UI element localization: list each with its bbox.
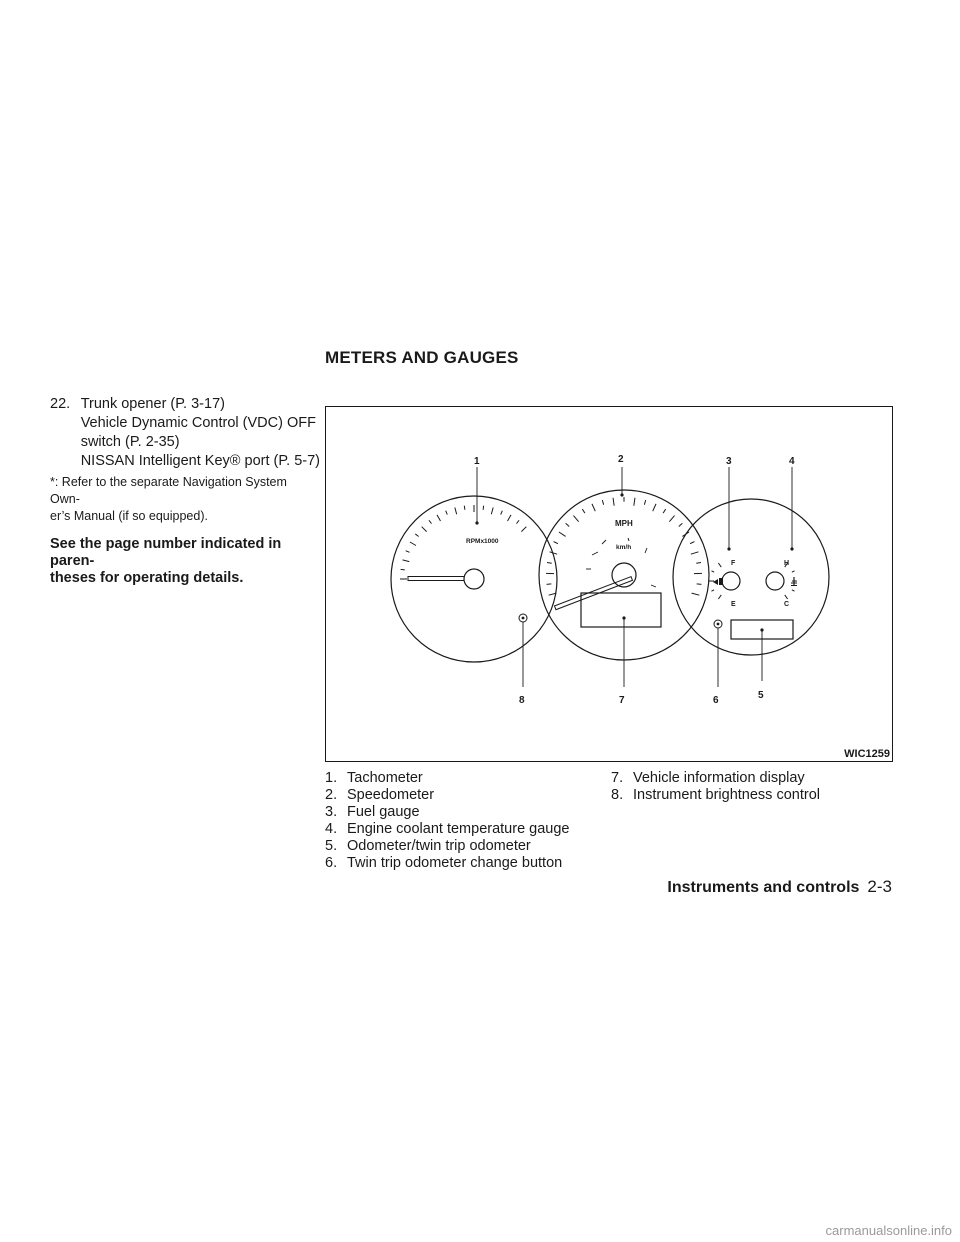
tachometer-tick bbox=[501, 511, 503, 515]
tachometer-tick bbox=[491, 508, 493, 515]
fuel-temp-dial bbox=[673, 499, 829, 655]
speedometer-tick bbox=[634, 498, 635, 506]
fuel-full-label: F bbox=[731, 560, 736, 567]
legend-item: 2. Speedometer bbox=[325, 787, 435, 803]
legend-item: 8. Instrument brightness control bbox=[611, 787, 820, 803]
fuel-empty-label: E bbox=[731, 601, 736, 608]
speedometer-sub-unit: km/h bbox=[616, 544, 632, 551]
speedometer-tick bbox=[613, 498, 614, 506]
temp-hot-label: H bbox=[784, 560, 790, 567]
tachometer-tick bbox=[508, 515, 512, 521]
temp-gauge-tick bbox=[792, 571, 795, 572]
speedometer-tick bbox=[582, 509, 585, 513]
callout-7: 7 bbox=[619, 695, 625, 706]
page-footer bbox=[667, 877, 892, 897]
tachometer-tick bbox=[516, 520, 519, 523]
watermark: carmanualsonline.info bbox=[825, 1223, 952, 1238]
vehicle-information-display bbox=[581, 593, 661, 627]
legend-item: 4. Engine coolant temperature gauge bbox=[325, 821, 570, 837]
fuel-gauge-tick bbox=[711, 590, 714, 591]
callout-4: 4 bbox=[789, 456, 795, 467]
speedometer-tick bbox=[559, 532, 566, 536]
item-line: Vehicle Dynamic Control (VDC) OFF bbox=[80, 415, 316, 431]
speedometer-tick bbox=[691, 552, 699, 554]
speedometer-tick bbox=[602, 500, 603, 505]
callout-5: 5 bbox=[758, 690, 764, 701]
note-line: theses for operating details. bbox=[50, 570, 244, 586]
tachometer-tick bbox=[406, 551, 410, 553]
footnote-line: *: Refer to the separate Navigation System Own- bbox=[50, 475, 287, 506]
tachometer-tick bbox=[401, 569, 405, 570]
tachometer-tick bbox=[464, 506, 465, 510]
tachometer-tick bbox=[429, 520, 432, 523]
tachometer-label: RPMx1000 bbox=[466, 538, 499, 545]
callout-8: 8 bbox=[519, 695, 525, 706]
speedometer-tick bbox=[573, 516, 578, 522]
legend-item: 7. Vehicle information display bbox=[611, 770, 805, 786]
speedometer-tick bbox=[547, 562, 552, 563]
instrument-cluster-figure bbox=[325, 406, 893, 762]
tachometer-hub bbox=[464, 569, 484, 589]
tachometer-dial bbox=[391, 496, 557, 662]
tachometer-tick bbox=[483, 506, 484, 510]
item-line: switch (P. 2-35) bbox=[80, 434, 180, 450]
figure-id: WIC1259 bbox=[844, 748, 890, 760]
legend-item: 5. Odometer/twin trip odometer bbox=[325, 838, 531, 854]
tachometer-tick bbox=[437, 515, 441, 521]
list-item-22 bbox=[50, 395, 320, 471]
item-number: 22. bbox=[50, 396, 71, 412]
temp-cold-label: C bbox=[784, 601, 790, 608]
item-line: Trunk opener (P. 3-17) bbox=[80, 396, 225, 412]
temp-gauge-tick bbox=[792, 590, 795, 591]
note-line: See the page number indicated in paren- bbox=[50, 536, 282, 569]
legend-item: 6. Twin trip odometer change button bbox=[325, 855, 563, 871]
speedometer-tick bbox=[669, 516, 674, 522]
tachometer-tick bbox=[446, 511, 448, 515]
temp-gauge-tick bbox=[785, 595, 788, 599]
legend-item: 3. Fuel gauge bbox=[325, 804, 420, 820]
tachometer-needle bbox=[408, 577, 464, 581]
tachometer-tick bbox=[455, 508, 457, 515]
footer-section: Instruments and controls bbox=[667, 879, 860, 896]
speedometer-tick bbox=[592, 504, 595, 511]
fuel-pump-icon bbox=[713, 578, 723, 585]
footnote-line: er’s Manual (if so equipped). bbox=[50, 509, 208, 523]
tachometer-tick bbox=[403, 560, 410, 562]
legend-item: 1. Tachometer bbox=[325, 770, 423, 786]
tachometer-tick bbox=[410, 542, 416, 546]
callout-1: 1 bbox=[474, 456, 480, 467]
instrument-cluster-illustration bbox=[326, 407, 894, 763]
footnote bbox=[50, 474, 320, 525]
tachometer-tick bbox=[521, 527, 526, 532]
left-column bbox=[50, 395, 320, 587]
fuel-gauge-tick bbox=[711, 571, 714, 572]
figure-legend-column-2 bbox=[611, 770, 820, 804]
see-page-note bbox=[50, 536, 320, 587]
fuel-gauge-tick bbox=[718, 595, 721, 599]
temp-gauge-hub bbox=[766, 572, 784, 590]
speedometer-tick bbox=[696, 562, 701, 563]
item-line: NISSAN Intelligent Key® port (P. 5-7) bbox=[80, 453, 320, 469]
fuel-gauge-hub bbox=[722, 572, 740, 590]
speedometer-tick bbox=[566, 523, 570, 526]
fuel-gauge-tick bbox=[718, 563, 721, 567]
speedometer-tick bbox=[692, 593, 700, 595]
page-number: 2-3 bbox=[867, 877, 892, 896]
callout-2: 2 bbox=[618, 454, 624, 465]
speedometer-unit: MPH bbox=[615, 519, 633, 528]
speedometer-tick bbox=[554, 542, 558, 544]
callout-3: 3 bbox=[726, 456, 732, 467]
figure-legend-column-1 bbox=[325, 770, 570, 872]
speedometer-tick bbox=[653, 504, 656, 511]
section-title: METERS AND GAUGES bbox=[325, 348, 519, 367]
speedometer-tick bbox=[547, 584, 552, 585]
tachometer-tick bbox=[415, 534, 418, 537]
callout-6: 6 bbox=[713, 695, 719, 706]
tachometer-tick bbox=[422, 527, 427, 532]
speedometer-tick bbox=[697, 584, 702, 585]
speedometer-tick bbox=[644, 500, 645, 505]
speedometer-tick bbox=[690, 542, 694, 544]
speedometer-tick bbox=[679, 523, 683, 526]
speedometer-tick bbox=[663, 509, 666, 513]
